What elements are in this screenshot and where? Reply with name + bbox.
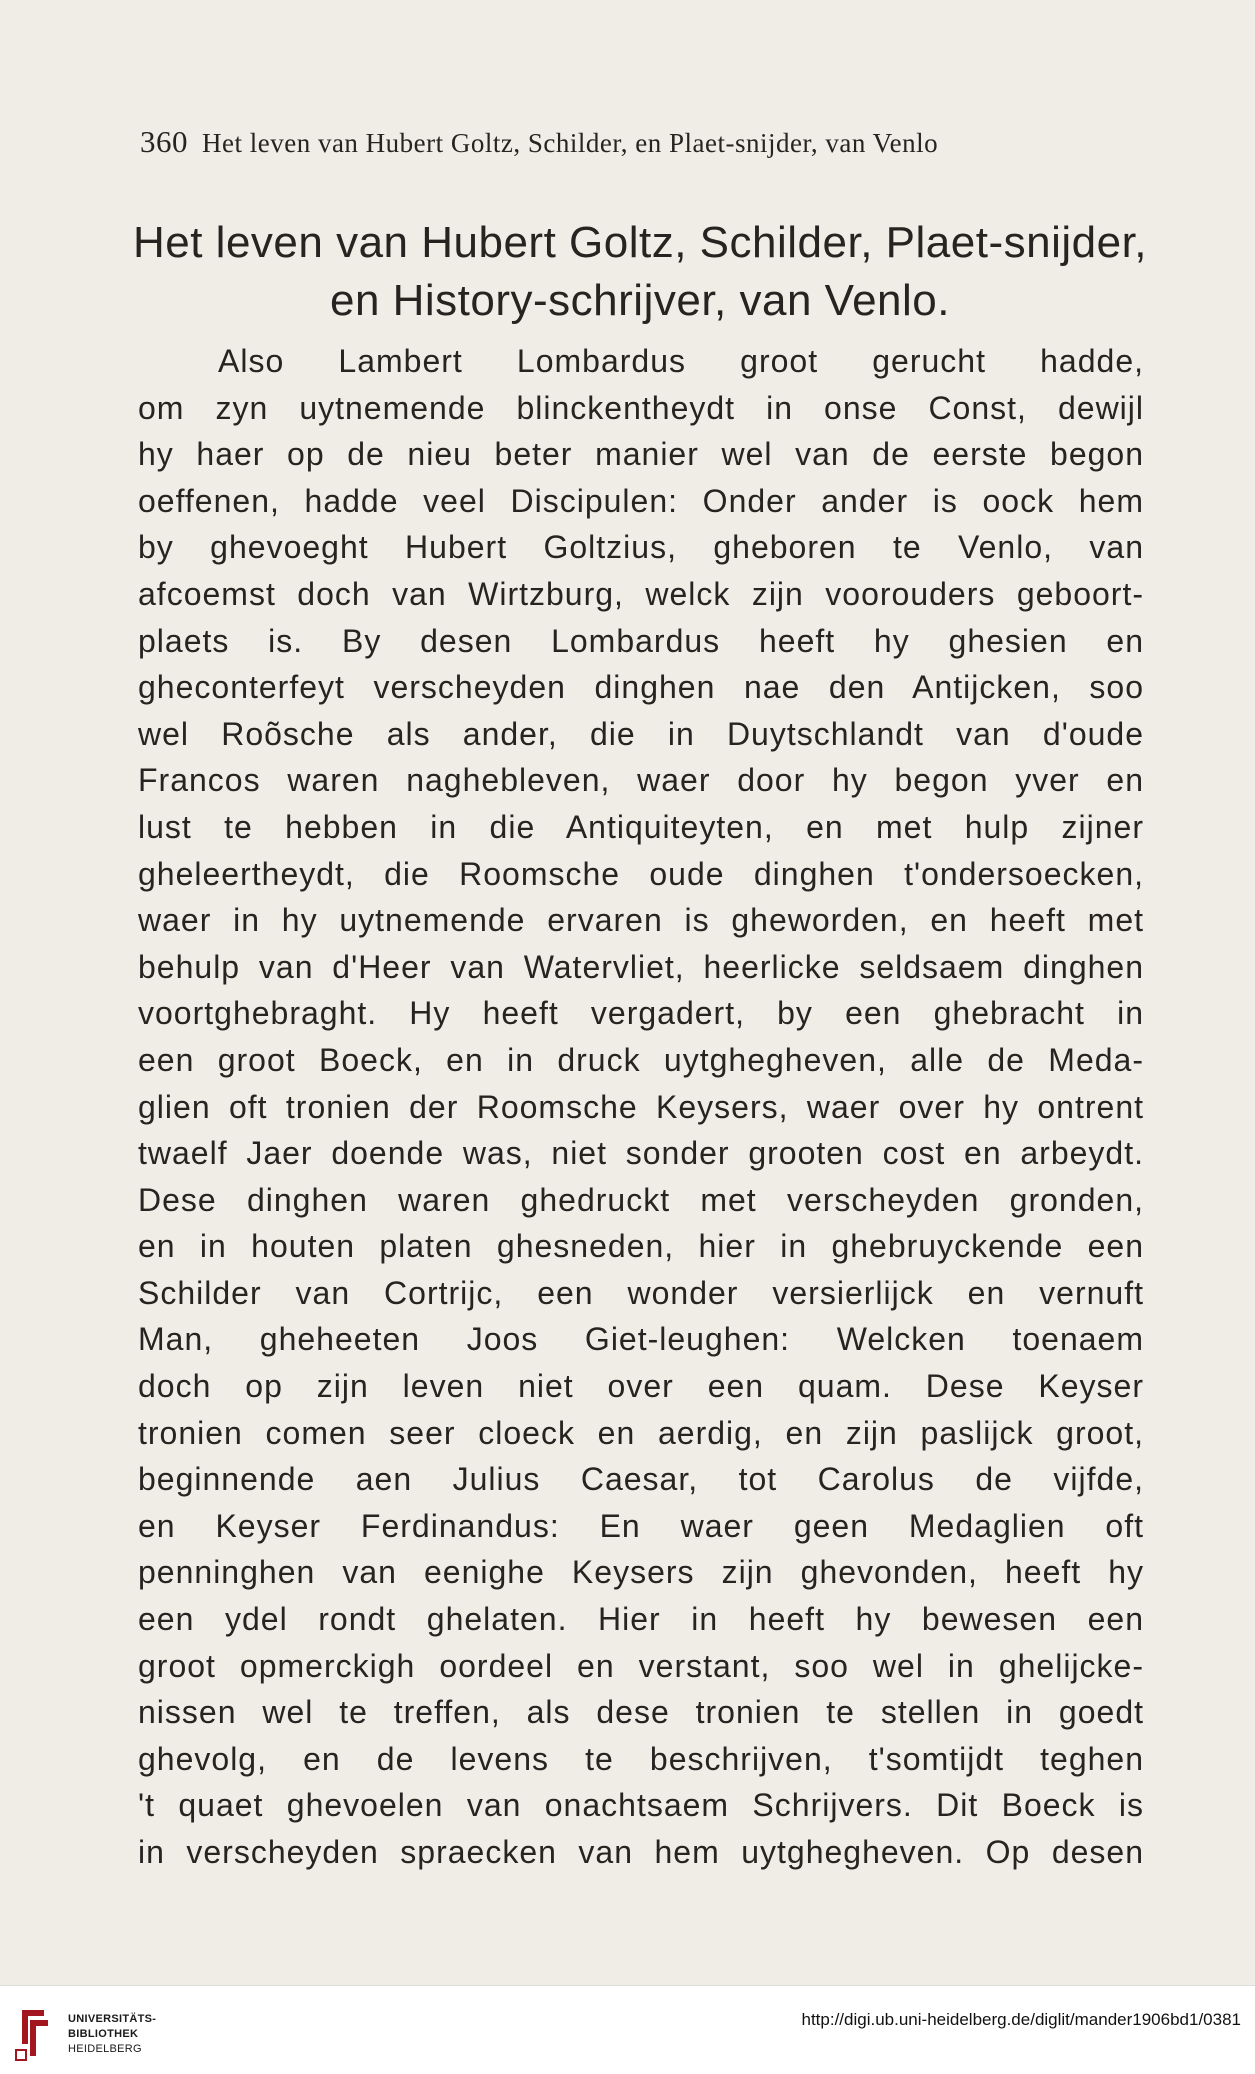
text-line: glien oft tronien der Roomsche Keysers, waer over hy ontrent [138,1088,1144,1125]
running-head [140,122,1143,163]
page-number: 360 [140,124,188,159]
library-logo-text [68,2012,156,2057]
text-line: een groot Boeck, en in druck uytghegheven, alle de Meda- [138,1041,1144,1078]
footer-bar [0,1985,1255,2074]
text-line: 't quaet ghevoelen van onachtsaem Schrijvers. Dit Boeck is [138,1787,1144,1824]
text-line: waer in hy uytnemende ervaren is gheworden, en heeft met [138,902,1144,939]
source-url-link[interactable]: http://digi.ub.uni-heidelberg.de/diglit/mander1906bd1/0381 [801,2010,1241,2029]
text-line: Schilder van Cortrijc, een wonder versierlijck en vernuft [138,1274,1144,1311]
chapter-title [130,214,1150,330]
text-line: by ghevoeght Hubert Goltzius, gheboren te Venlo, van [138,529,1144,566]
text-line: nissen wel te treffen, als dese tronien te stellen in goedt [138,1694,1144,1731]
text-line: hy haer op de nieu beter manier wel van de eerste begon [138,436,1144,473]
text-line: plaets is. By desen Lombardus heeft hy ghesien en [138,622,1144,659]
library-logo-icon [14,2006,54,2064]
text-line: in verscheyden spraecken van hem uytghegheven. Op desen [138,1834,1144,1870]
body-text [138,338,1144,1876]
text-line: twaelf Jaer doende was, niet sonder grooten cost en arbeydt. [138,1135,1144,1172]
text-line: om zyn uytnemende blinckentheydt in onse Const, dewijl [138,389,1144,426]
text-line: en in houten platen ghesneden, hier in ghebruyckende een [138,1228,1144,1265]
library-logo[interactable] [14,2006,194,2066]
text-line: wel Roõsche als ander, die in Duytschlandt van d'oude [138,715,1144,752]
logo-line-2: BIBLIOTHEK [68,2028,139,2040]
text-line: gheleertheydt, die Roomsche oude dinghen t'ondersoecken, [138,855,1144,892]
text-line: gheconterfeyt verscheyden dinghen nae den Antijcken, soo [138,669,1144,706]
text-line: en Keyser Ferdinandus: En waer geen Medaglien oft [138,1507,1144,1544]
text-line: doch op zijn leven niet over een quam. Dese Keyser [138,1368,1144,1405]
text-line: tronien comen seer cloeck en aerdig, en zijn paslijck groot, [138,1414,1144,1451]
running-head-title: Het leven van Hubert Goltz, Schilder, en Plaet-snijder, van Venlo [202,128,939,158]
text-line: Francos waren naghebleven, waer door hy begon yver en [138,762,1144,799]
text-line: penninghen van eenighe Keysers zijn ghevonden, heeft hy [138,1554,1144,1591]
text-line: afcoemst doch van Wirtzburg, welck zijn voorouders geboort- [138,575,1144,612]
text-line: ghevolg, en de levens te beschrijven, t'somtijdt teghen [138,1740,1144,1777]
logo-line-1: UNIVERSITÄTS- [68,2013,157,2025]
text-line: behulp van d'Heer van Watervliet, heerlicke seldsaem dinghen [138,948,1144,985]
text-line: een ydel rondt ghelaten. Hier in heeft hy bewesen een [138,1601,1144,1638]
text-line: Man, gheheeten Joos Giet-leughen: Welcken toenaem [138,1321,1144,1358]
text-line: Dese dinghen waren ghedruckt met verscheyden gronden, [138,1181,1144,1218]
text-line: Also Lambert Lombardus groot gerucht hadde, [218,343,1144,379]
logo-line-3: HEIDELBERG [68,2043,142,2055]
text-line: groot opmerckigh oordeel en verstant, soo wel in ghelijcke- [138,1647,1144,1684]
text-line: lust te hebben in die Antiquiteyten, en met hulp zijner [138,808,1144,845]
text-line: voortghebraght. Hy heeft vergadert, by een ghebracht in [138,995,1144,1032]
chapter-title-line-2: en History-schrijver, van Venlo. [329,276,951,325]
text-line: beginnende aen Julius Caesar, tot Carolus de vijfde, [138,1461,1144,1498]
text-line: oeffenen, hadde veel Discipulen: Onder ander is oock hem [138,482,1144,519]
chapter-title-line-1: Het leven van Hubert Goltz, Schilder, Plaet-snijder, [132,218,1148,267]
